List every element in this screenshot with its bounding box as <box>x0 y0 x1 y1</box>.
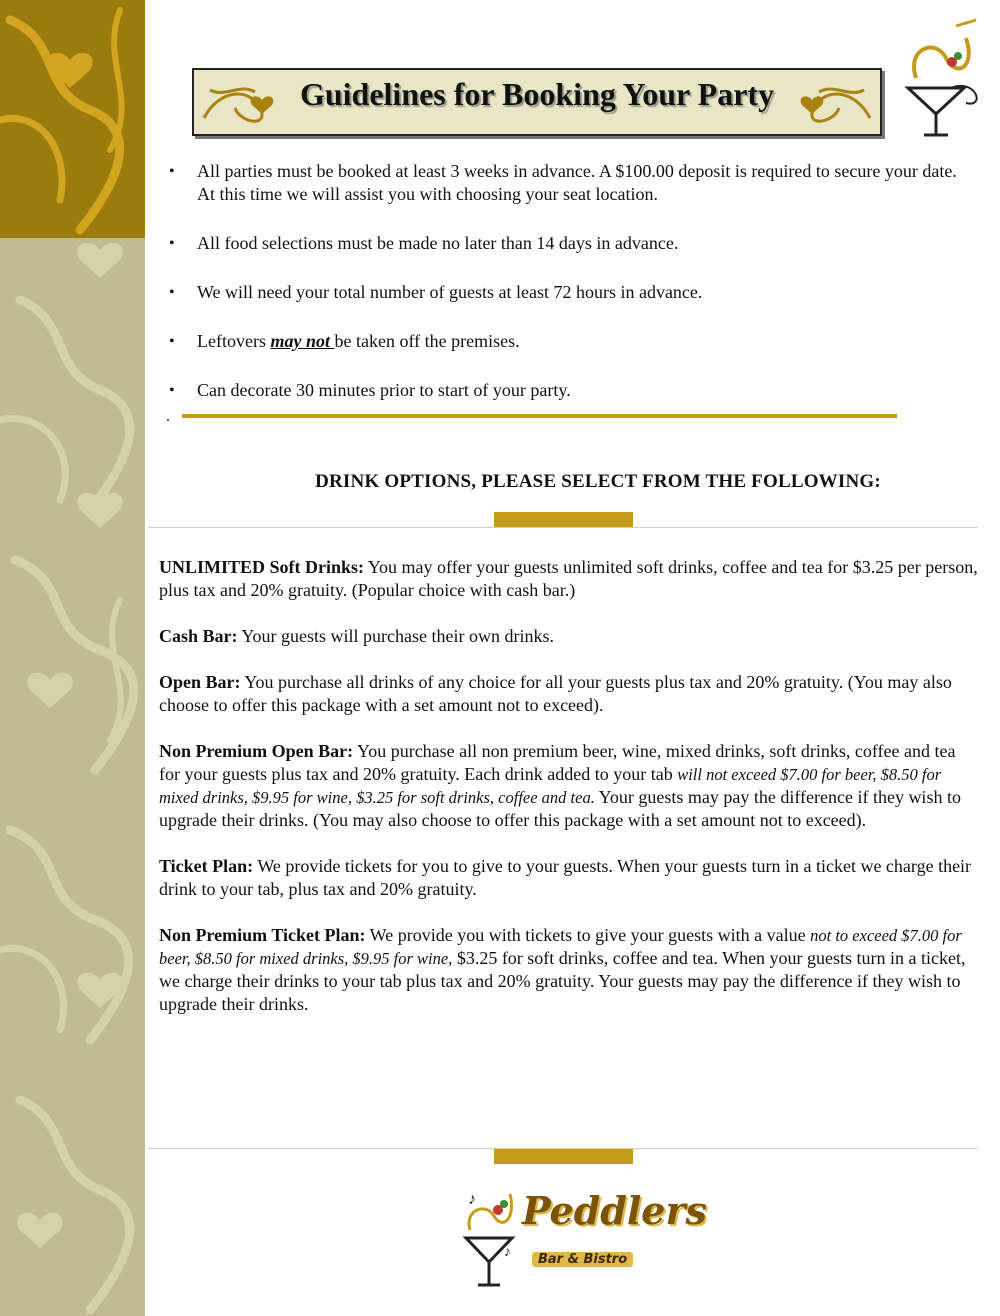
svg-text:♪: ♪ <box>504 1245 511 1260</box>
drink-options <box>159 556 979 1039</box>
decorative-sidebar <box>0 0 145 1316</box>
gold-block-divider <box>494 1149 633 1164</box>
gold-divider <box>182 414 897 418</box>
logo-subtitle: Bar & Bistro <box>532 1252 633 1267</box>
gold-block-divider <box>494 512 633 527</box>
list-item: • Leftovers may not be taken off the premises. <box>169 331 520 351</box>
list-item: • Can decorate 30 minutes prior to start of your party. <box>169 380 571 400</box>
option-open-bar: Open Bar: You purchase all drinks of any choice for all your guests plus tax and 20% gratuity. (You may also choose to offer this package with a set amount not to exceed). <box>159 672 952 715</box>
peddlers-logo <box>460 1180 707 1290</box>
guidelines-list <box>160 160 970 428</box>
list-item: • All parties must be booked at least 3 weeks in advance. A $100.00 deposit is required to secure your date. At this time we will assist you with choosing your seat location. <box>169 161 957 204</box>
option-unlimited-soft-drinks: UNLIMITED Soft Drinks: You may offer your guests unlimited soft drinks, coffee and tea for $3.25 per person, plus tax and 20% gratuity. (Popular choice with cash bar.) <box>159 557 978 600</box>
stray-dot: . <box>166 408 170 425</box>
thin-divider <box>148 527 978 528</box>
title-banner <box>192 68 882 136</box>
right-flourish-icon <box>794 78 874 128</box>
list-item: • We will need your total number of guests at least 72 hours in advance. <box>169 282 703 302</box>
svg-text:♪: ♪ <box>468 1191 476 1208</box>
floral-pattern-icon <box>0 0 145 1316</box>
page-title: Guidelines for Booking Your Party <box>299 76 775 112</box>
logo-wordmark: Peddlers <box>522 1188 707 1233</box>
option-non-premium-ticket-plan: Non Premium Ticket Plan: We provide you with tickets to give your guests with a value not to exceed $7.00 for beer, $8.50 for mixed drinks, $9.95 for wine, $3.25 for soft drinks, coffee and tea. When your guests turn in a ticket, we charge their drinks to your tab plus tax and 20% gratuity. Your guests may pay the difference if they wish to upgrade their drinks. <box>159 925 966 1014</box>
option-ticket-plan: Ticket Plan: We provide tickets for you to give to your guests. When your guests turn in a ticket we charge their drink to your tab, plus tax and 20% gratuity. <box>159 856 972 899</box>
emphasis-may-not: may not <box>270 331 335 351</box>
martini-glass-icon <box>896 18 986 140</box>
drink-options-heading: DRINK OPTIONS, PLEASE SELECT FROM THE FOLLOWING: <box>315 471 881 492</box>
option-non-premium-open-bar: Non Premium Open Bar: You purchase all non premium beer, wine, mixed drinks, soft drinks, coffee and tea for your guests plus tax and 20% gratuity. Each drink added to your tab will not exceed $7.00 for beer, $8.50 for mixed drinks, $9.95 for wine, $3.25 for soft drinks, coffee and tea. Your guests may pay the difference if they wish to upgrade their drinks. (You may also choose to offer this package with a set amount not to exceed). <box>159 741 961 830</box>
logo-glass-icon <box>460 1180 530 1290</box>
option-cash-bar: Cash Bar: Your guests will purchase their own drinks. <box>159 626 554 646</box>
list-item: • All food selections must be made no later than 14 days in advance. <box>169 233 679 253</box>
